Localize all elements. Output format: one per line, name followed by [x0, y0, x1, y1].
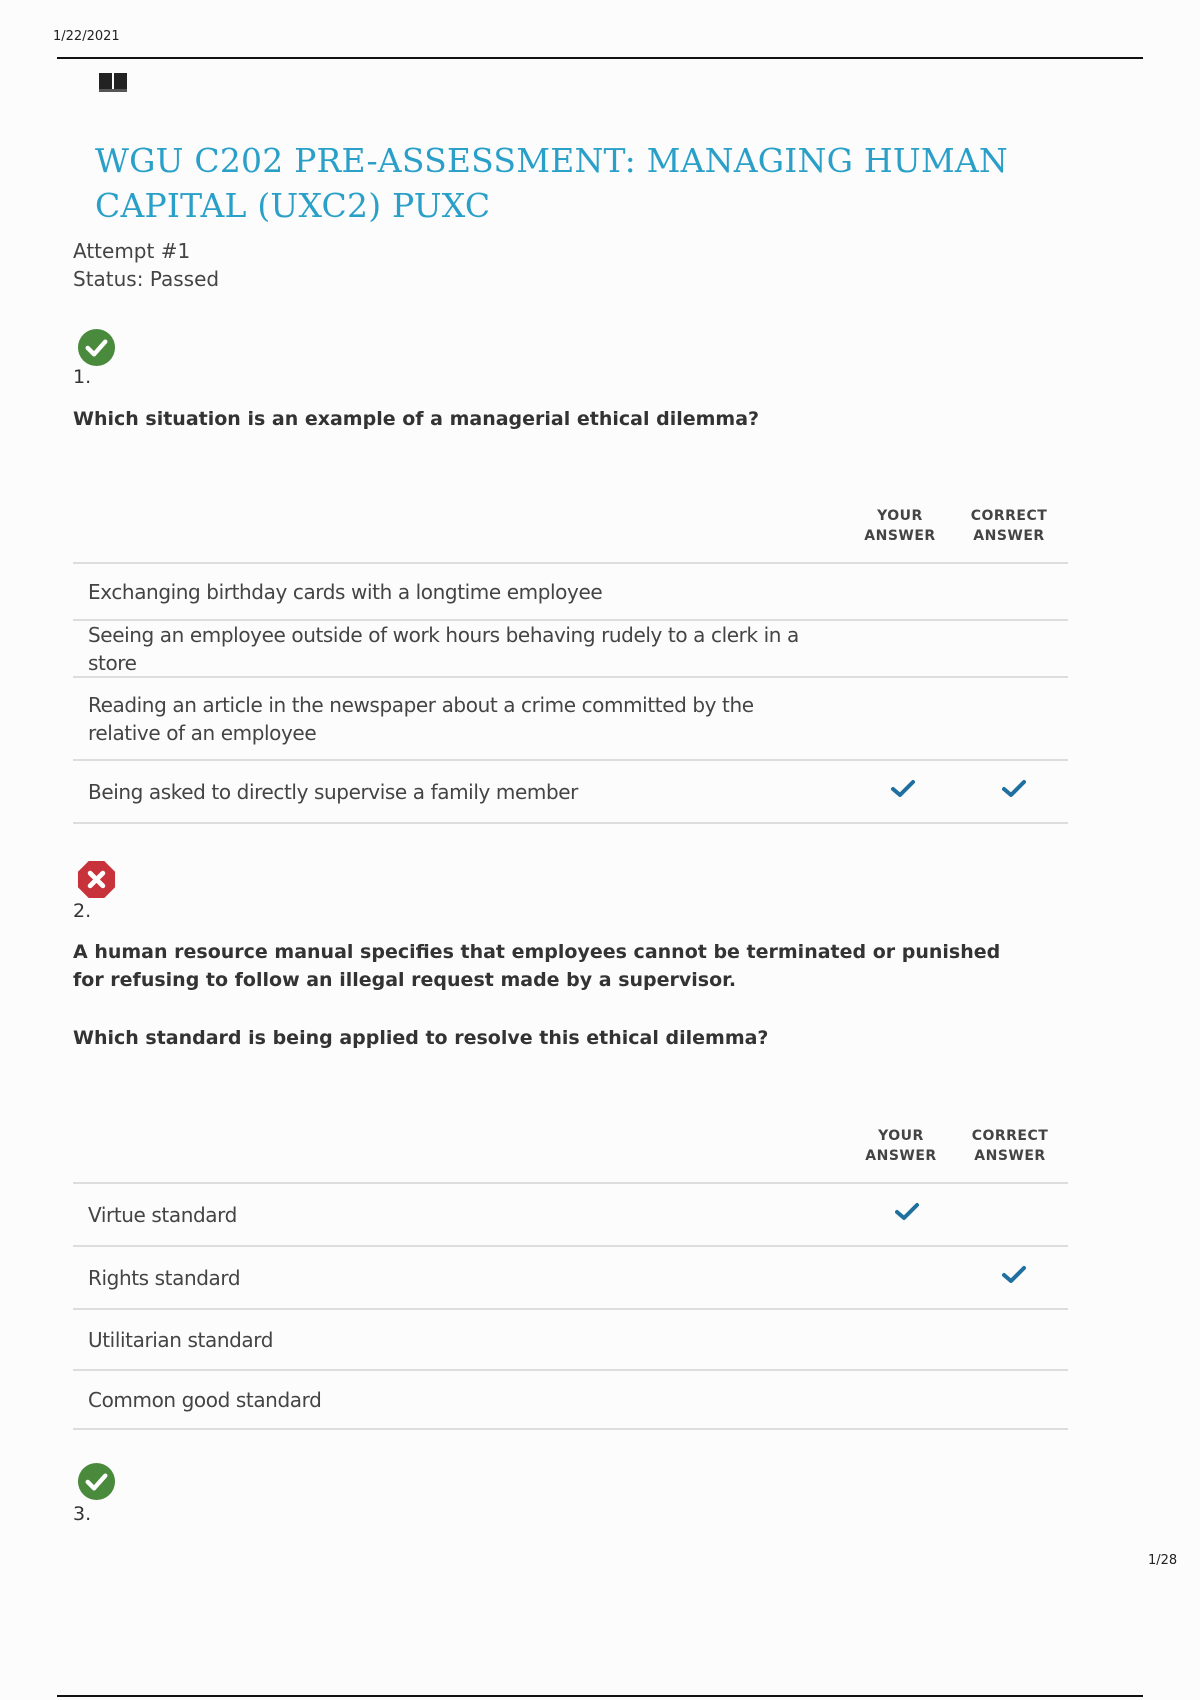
attempt-label: Attempt #1 [73, 239, 191, 263]
book-icon [99, 73, 128, 92]
answer-row [73, 678, 1068, 761]
correct-answer-header: CORRECT ANSWER [970, 508, 1048, 544]
answer-row [73, 564, 1068, 621]
question-prompt: A human resource manual specifies that employees cannot be terminated or punished for refusing to follow an illegal request made by a supervisor. [73, 941, 1001, 991]
page-title: WGU C202 PRE-ASSESSMENT: MANAGING HUMAN CAPITAL (UXC2) PUXC [95, 141, 1008, 225]
your-answer-check-icon [891, 779, 915, 799]
answer-row [73, 1184, 1068, 1247]
option-text: Being asked to directly supervise a family member [88, 779, 578, 804]
question-number: 1. [73, 366, 92, 388]
option-text: Rights standard [88, 1265, 241, 1290]
answer-row [73, 1371, 1068, 1430]
option-text: Seeing an employee outside of work hours behaving rudely to a clerk in a store [88, 622, 799, 675]
question-prompt: Which standard is being applied to resolve this ethical dilemma? [73, 1027, 769, 1049]
check-circle-icon [77, 1462, 116, 1501]
answer-row [73, 761, 1068, 824]
question-number: 2. [73, 900, 92, 922]
option-text: Exchanging birthday cards with a longtime employee [88, 579, 603, 604]
correct-answer-check-icon [1002, 779, 1026, 799]
option-text: Utilitarian standard [88, 1327, 274, 1352]
correct-answer-check-icon [1002, 1265, 1026, 1285]
option-text: Common good standard [88, 1387, 322, 1412]
question-number: 3. [73, 1503, 92, 1525]
your-answer-header: YOUR ANSWER [865, 1128, 937, 1164]
page-number: 1/28 [1148, 1553, 1178, 1568]
question-prompt: Which situation is an example of a managerial ethical dilemma? [73, 408, 760, 430]
header-divider [57, 57, 1143, 59]
answer-row [73, 1247, 1068, 1310]
your-answer-check-icon [895, 1202, 919, 1222]
x-circle-icon [77, 860, 116, 899]
print-date: 1/22/2021 [53, 29, 120, 44]
option-text: Reading an article in the newspaper about a crime committed by the relative of an employee [88, 692, 754, 745]
check-circle-icon [77, 328, 116, 367]
option-text: Virtue standard [88, 1202, 237, 1227]
your-answer-header: YOUR ANSWER [864, 508, 936, 544]
answer-row [73, 1310, 1068, 1371]
footer-divider [57, 1695, 1143, 1697]
answer-row [73, 621, 1068, 678]
correct-answer-header: CORRECT ANSWER [971, 1128, 1049, 1164]
status-label: Status: Passed [73, 267, 220, 291]
